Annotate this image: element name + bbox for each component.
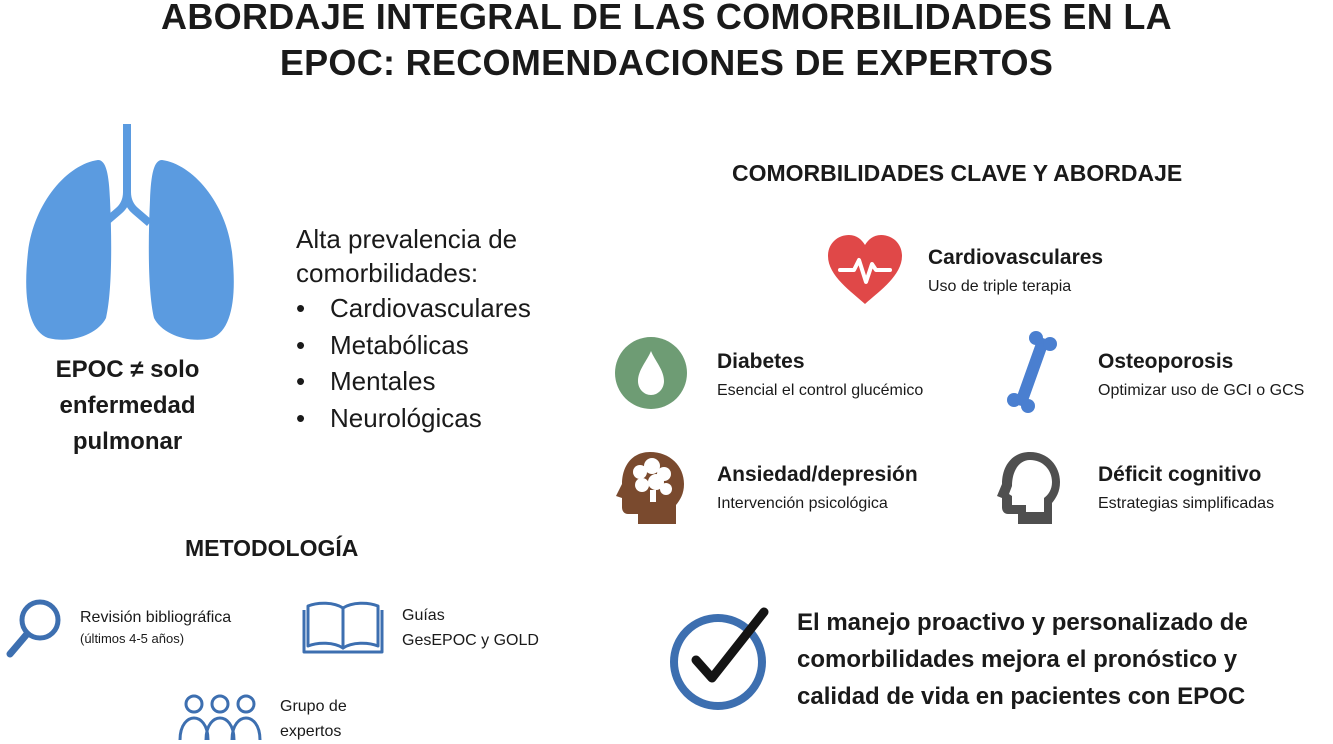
book-icon xyxy=(302,600,384,654)
lung-caption-line-1: EPOC ≠ solo xyxy=(55,356,200,383)
check-circle-icon xyxy=(668,610,772,712)
comorbidity-desc-osteoporosis: Optimizar uso de GCI o GCS xyxy=(1098,382,1305,399)
method-guides-label: Guías xyxy=(402,607,445,624)
method-experts-label-2: expertos xyxy=(280,723,342,740)
method-guides-label-2: GesEPOC y GOLD xyxy=(402,632,539,649)
comorbidity-desc-cognitive: Estrategias simplificadas xyxy=(1098,495,1275,512)
prevalence-item: • Neurológicas xyxy=(296,400,531,437)
brain-head-icon xyxy=(614,450,686,526)
title-line-2: EPOC: RECOMENDACIONES DE EXPERTOS xyxy=(279,42,1054,83)
bone-icon xyxy=(1004,330,1060,414)
comorbidity-desc-diabetes: Esencial el control glucémico xyxy=(717,382,924,399)
page-title xyxy=(0,0,1333,86)
head-icon xyxy=(996,450,1062,526)
drop-icon xyxy=(614,336,688,410)
search-icon xyxy=(4,596,66,660)
prevalence-item: • Metabólicas xyxy=(296,327,531,364)
lung-caption xyxy=(20,352,235,460)
heart-icon xyxy=(826,234,904,306)
comorbidity-desc-cardio: Uso de triple terapia xyxy=(928,278,1072,295)
conclusion-text: El manejo proactivo y personalizado de comorbilidades mejora el pronóstico y calidad de vida en pacientes con EPOC xyxy=(797,609,1248,710)
prevalence-item: • Mentales xyxy=(296,363,531,400)
comorbidity-name-cardio: Cardiovasculares xyxy=(928,246,1104,269)
method-review-sub: (últimos 4-5 años) xyxy=(80,631,185,646)
comorbidity-desc-anxiety: Intervención psicológica xyxy=(717,495,888,512)
methodology-heading: METODOLOGÍA xyxy=(185,535,359,561)
prevalence-item: • Cardiovasculares xyxy=(296,290,531,327)
comorbidities-heading: COMORBILIDADES CLAVE Y ABORDAJE xyxy=(732,160,1183,186)
prevalence-lead: Alta prevalencia de comorbilidades: xyxy=(296,224,518,288)
lung-caption-line-3: pulmonar xyxy=(72,428,183,455)
method-experts-label: Grupo de xyxy=(280,698,347,715)
lung-caption-line-2: enfermedad xyxy=(59,392,196,419)
prevalence-list xyxy=(296,290,531,436)
comorbidity-name-cognitive: Déficit cognitivo xyxy=(1098,463,1262,486)
group-icon xyxy=(178,690,262,744)
method-review-label: Revisión bibliográfica xyxy=(80,609,232,626)
comorbidity-name-diabetes: Diabetes xyxy=(717,350,805,373)
title-line-1: ABORDAJE INTEGRAL DE LAS COMORBILIDADES EN LA xyxy=(161,0,1172,37)
comorbidity-name-anxiety: Ansiedad/depresión xyxy=(717,463,918,486)
lungs-icon xyxy=(20,122,240,347)
comorbidity-name-osteoporosis: Osteoporosis xyxy=(1098,350,1234,373)
